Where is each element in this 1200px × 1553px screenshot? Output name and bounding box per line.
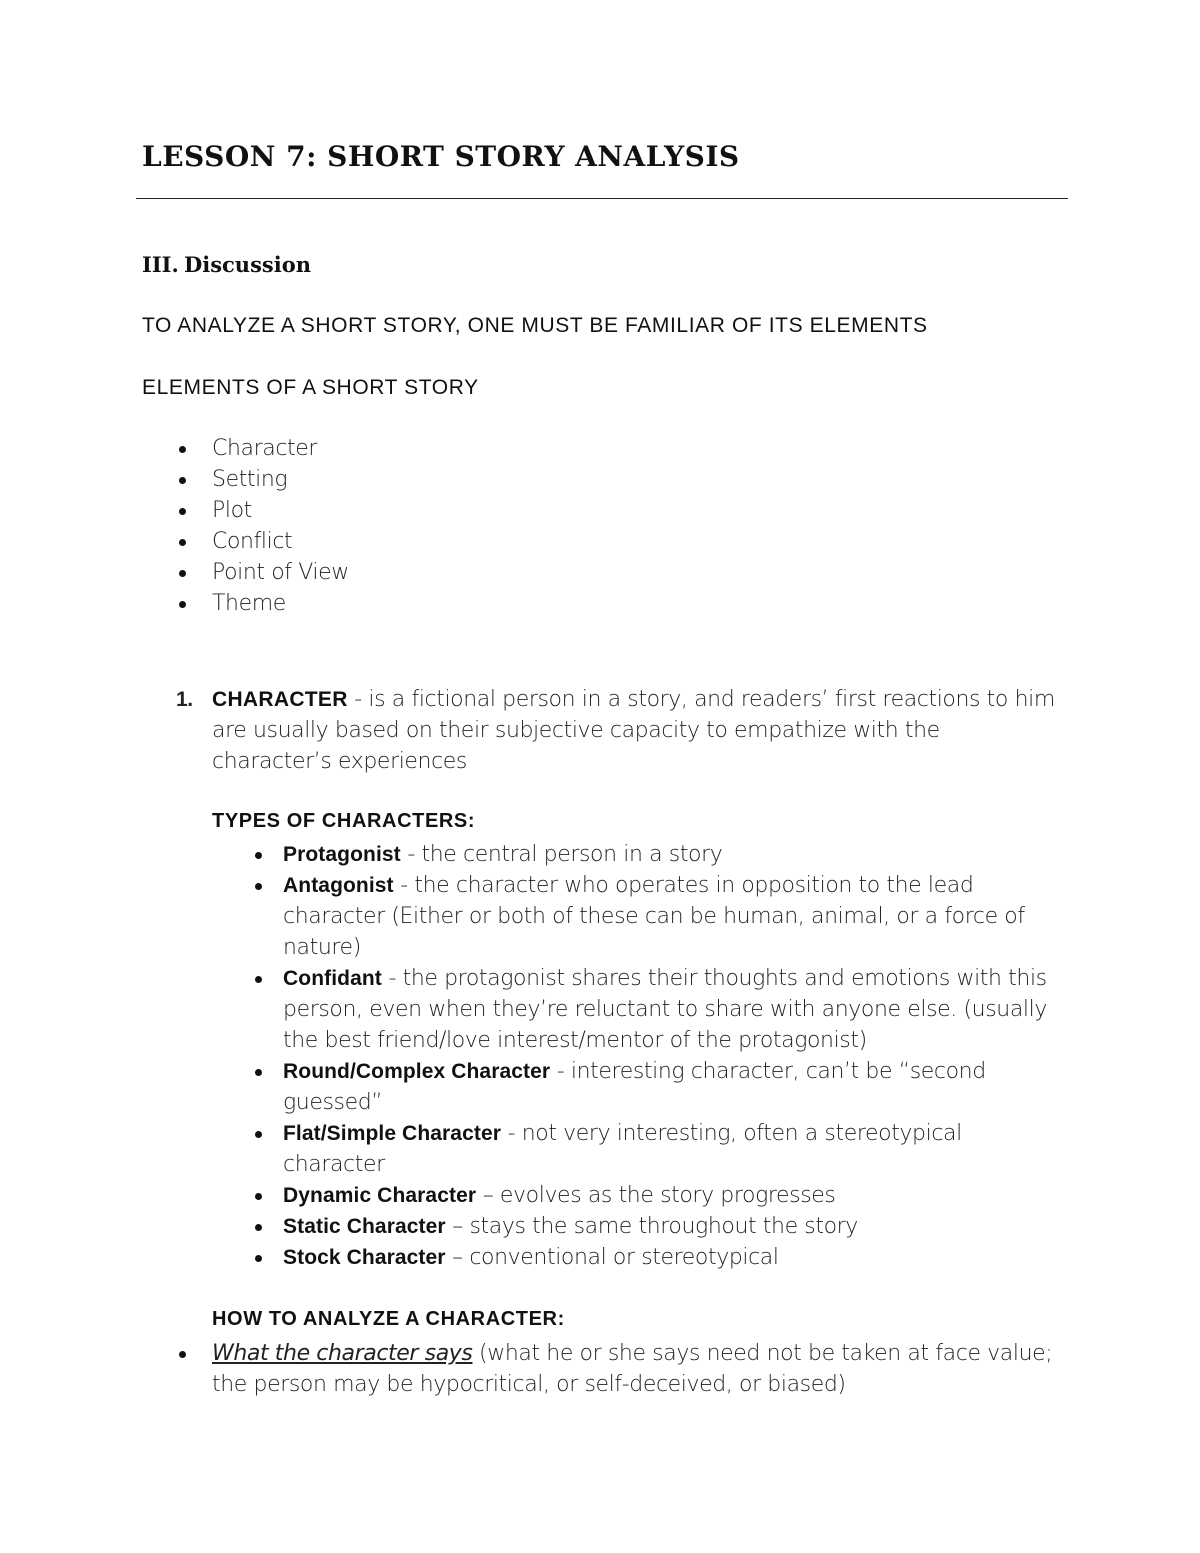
character-types-list [248,839,1068,1273]
list-item: Static Character – stays the same throughout the story [248,1211,1068,1242]
bullet-icon [179,601,186,608]
types-heading: TYPES OF CHARACTERS: [212,810,476,832]
elements-heading: ELEMENTS OF A SHORT STORY [142,376,479,399]
bullet-icon [255,1255,262,1262]
bullet-icon [255,883,262,890]
list-item: What the character says (what he or she says need not be taken at face value; the person may be hypocritical, or self-deceived, or biased) [170,1338,1060,1400]
title-divider [136,198,1068,199]
intro-line: TO ANALYZE A SHORT STORY, ONE MUST BE FAMILIAR OF ITS ELEMENTS [142,314,928,337]
how-to-analyze-list [170,1338,1060,1400]
section-heading [142,252,311,277]
bullet-icon [179,570,186,577]
bullet-icon [179,1351,186,1358]
list-item: Conflict [170,526,349,557]
list-item: Flat/Simple Character - not very interesting, often a stereotypical character [248,1118,1068,1180]
list-item: Plot [170,495,349,526]
list-item: Antagonist - the character who operates in opposition to the lead character (Either or both of these can be human, animal, or a force of nature) [248,870,1068,963]
section-label: Discussion [184,252,311,277]
list-item: Point of View [170,557,349,588]
list-item: Dynamic Character – evolves as the story progresses [248,1180,1068,1211]
bullet-icon [255,1193,262,1200]
bullet-icon [255,1224,262,1231]
definition-desc: - is a fictional person in a story, and readers’ first reactions to him are usually based on their subjective capacity to empathize with the character’s experiences [212,687,1055,774]
list-item: Theme [170,588,349,619]
list-item: Character [170,433,349,464]
section-number: III. [142,252,179,277]
emphasis-text: What the character says [212,1341,473,1366]
list-item: Confidant - the protagonist shares their thoughts and emotions with this person, even when they’re reluctant to share with anyone else. (usually the best friend/love interest/mentor of the protagonist) [248,963,1068,1056]
list-item: Setting [170,464,349,495]
bullet-icon [179,539,186,546]
elements-list [170,433,349,619]
definition-text [212,684,1062,777]
bullet-icon [179,477,186,484]
bullet-icon [255,976,262,983]
page-title: LESSON 7: SHORT STORY ANALYSIS [142,140,740,173]
bullet-icon [179,446,186,453]
list-item: Stock Character – conventional or stereotypical [248,1242,1068,1273]
definition-term: CHARACTER [212,688,348,711]
list-item: Round/Complex Character - interesting character, can’t be “second guessed” [248,1056,1068,1118]
bullet-icon [255,1131,262,1138]
how-to-analyze-heading: HOW TO ANALYZE A CHARACTER: [212,1308,565,1330]
bullet-icon [179,508,186,515]
item-number: 1. [176,688,193,711]
bullet-icon [255,1069,262,1076]
list-item: Protagonist - the central person in a story [248,839,1068,870]
bullet-icon [255,852,262,859]
